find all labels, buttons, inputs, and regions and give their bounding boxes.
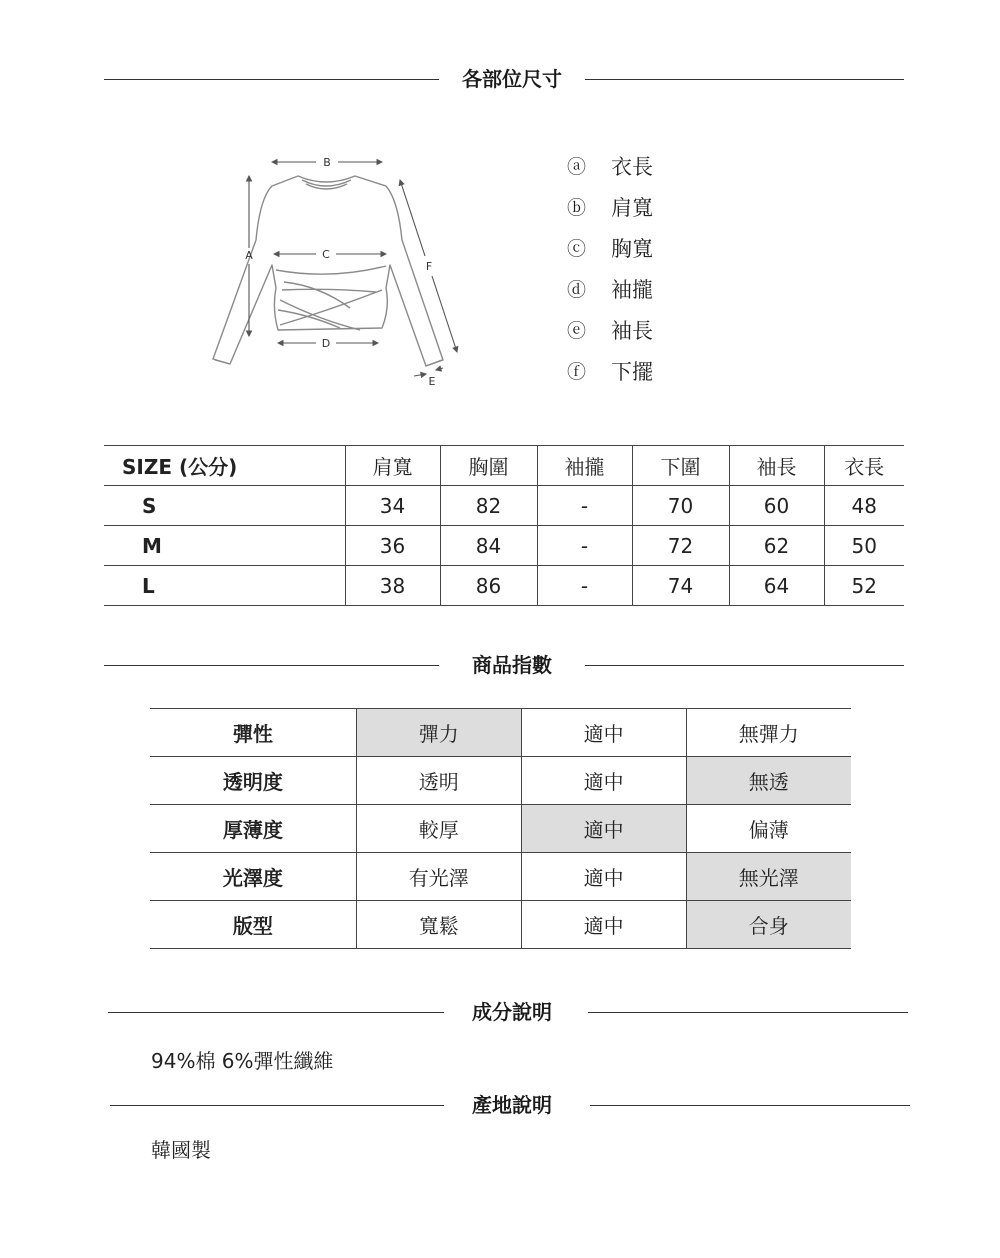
index-option: 無彈力 [686, 709, 851, 757]
garment-diagram [200, 140, 480, 400]
legend-item [567, 268, 653, 309]
table-row [150, 901, 851, 949]
size-value-cell: 34 [345, 486, 440, 526]
size-value-cell: 36 [345, 526, 440, 566]
product-index-table [150, 708, 851, 949]
size-header-cell: 袖攏 [537, 446, 632, 486]
table-row [150, 709, 851, 757]
index-option: 適中 [521, 709, 686, 757]
index-label: 透明度 [150, 757, 356, 805]
table-row [150, 805, 851, 853]
index-option: 適中 [521, 901, 686, 949]
section-title-composition: 成分說明 [472, 1000, 552, 1024]
table-row [104, 526, 904, 566]
section-header-composition [0, 997, 1000, 1027]
size-value-cell: - [537, 566, 632, 606]
size-header-cell: SIZE (公分) [104, 446, 345, 486]
index-option: 無透 [686, 757, 851, 805]
size-value-cell: 64 [729, 566, 824, 606]
size-value-cell: 62 [729, 526, 824, 566]
size-name-cell: S [104, 486, 345, 526]
index-option: 適中 [521, 757, 686, 805]
table-row [150, 757, 851, 805]
diagram-label-b: B [323, 156, 331, 169]
section-title-index: 商品指數 [472, 653, 552, 677]
diagram-label-e: E [428, 375, 436, 388]
index-label: 厚薄度 [150, 805, 356, 853]
legend-label: 衣長 [611, 154, 653, 179]
legend-label: 袖長 [611, 318, 653, 343]
legend-marker: ⓒ [567, 238, 587, 260]
size-value-cell: 48 [824, 486, 904, 526]
table-row [150, 853, 851, 901]
index-option: 適中 [521, 805, 686, 853]
section-header-index [0, 650, 1000, 680]
size-name-cell: M [104, 526, 345, 566]
diagram-label-c: C [322, 248, 330, 261]
size-table [104, 445, 904, 606]
index-option: 適中 [521, 853, 686, 901]
section-title-measurements: 各部位尺寸 [462, 67, 562, 91]
legend-item [567, 145, 653, 186]
index-option: 偏薄 [686, 805, 851, 853]
legend-item [567, 309, 653, 350]
size-name-cell: L [104, 566, 345, 606]
legend-item [567, 186, 653, 227]
size-value-cell: 60 [729, 486, 824, 526]
size-value-cell: - [537, 486, 632, 526]
legend-marker: ⓑ [567, 197, 587, 219]
table-row [104, 486, 904, 526]
legend-marker: ⓕ [567, 361, 587, 383]
composition-text: 94%棉 6%彈性纖維 [151, 1049, 334, 1073]
size-header-cell: 肩寬 [345, 446, 440, 486]
index-option: 無光澤 [686, 853, 851, 901]
legend-marker: ⓐ [567, 156, 587, 178]
legend-label: 肩寬 [611, 195, 653, 220]
size-table-header [104, 446, 904, 486]
size-value-cell: 70 [632, 486, 729, 526]
section-header-origin [0, 1090, 1000, 1120]
size-value-cell: 72 [632, 526, 729, 566]
legend-label: 袖攏 [611, 277, 653, 302]
size-header-cell: 衣長 [824, 446, 904, 486]
index-option: 透明 [356, 757, 521, 805]
size-value-cell: 52 [824, 566, 904, 606]
index-option: 寬鬆 [356, 901, 521, 949]
diagram-label-a: A [245, 249, 253, 262]
index-option: 彈力 [356, 709, 521, 757]
size-value-cell: - [537, 526, 632, 566]
index-option: 有光澤 [356, 853, 521, 901]
size-value-cell: 38 [345, 566, 440, 606]
diagram-label-d: D [321, 337, 331, 350]
size-value-cell: 74 [632, 566, 729, 606]
index-label: 光澤度 [150, 853, 356, 901]
legend-item [567, 350, 653, 391]
index-label: 版型 [150, 901, 356, 949]
section-title-origin: 產地說明 [472, 1093, 552, 1117]
legend-item [567, 227, 653, 268]
size-header-cell: 胸圍 [440, 446, 537, 486]
size-header-cell: 袖長 [729, 446, 824, 486]
size-value-cell: 86 [440, 566, 537, 606]
legend-label: 下擺 [611, 359, 653, 384]
size-header-cell: 下圍 [632, 446, 729, 486]
legend-label: 胸寬 [611, 236, 653, 261]
legend-marker: ⓔ [567, 320, 587, 342]
measurement-legend [567, 145, 653, 391]
diagram-label-f: F [425, 260, 433, 273]
origin-text: 韓國製 [151, 1138, 211, 1162]
index-label: 彈性 [150, 709, 356, 757]
size-value-cell: 50 [824, 526, 904, 566]
table-row [104, 566, 904, 606]
index-option: 合身 [686, 901, 851, 949]
index-option: 較厚 [356, 805, 521, 853]
size-value-cell: 82 [440, 486, 537, 526]
legend-marker: ⓓ [567, 279, 587, 301]
section-header-measurements [0, 64, 1000, 94]
size-value-cell: 84 [440, 526, 537, 566]
